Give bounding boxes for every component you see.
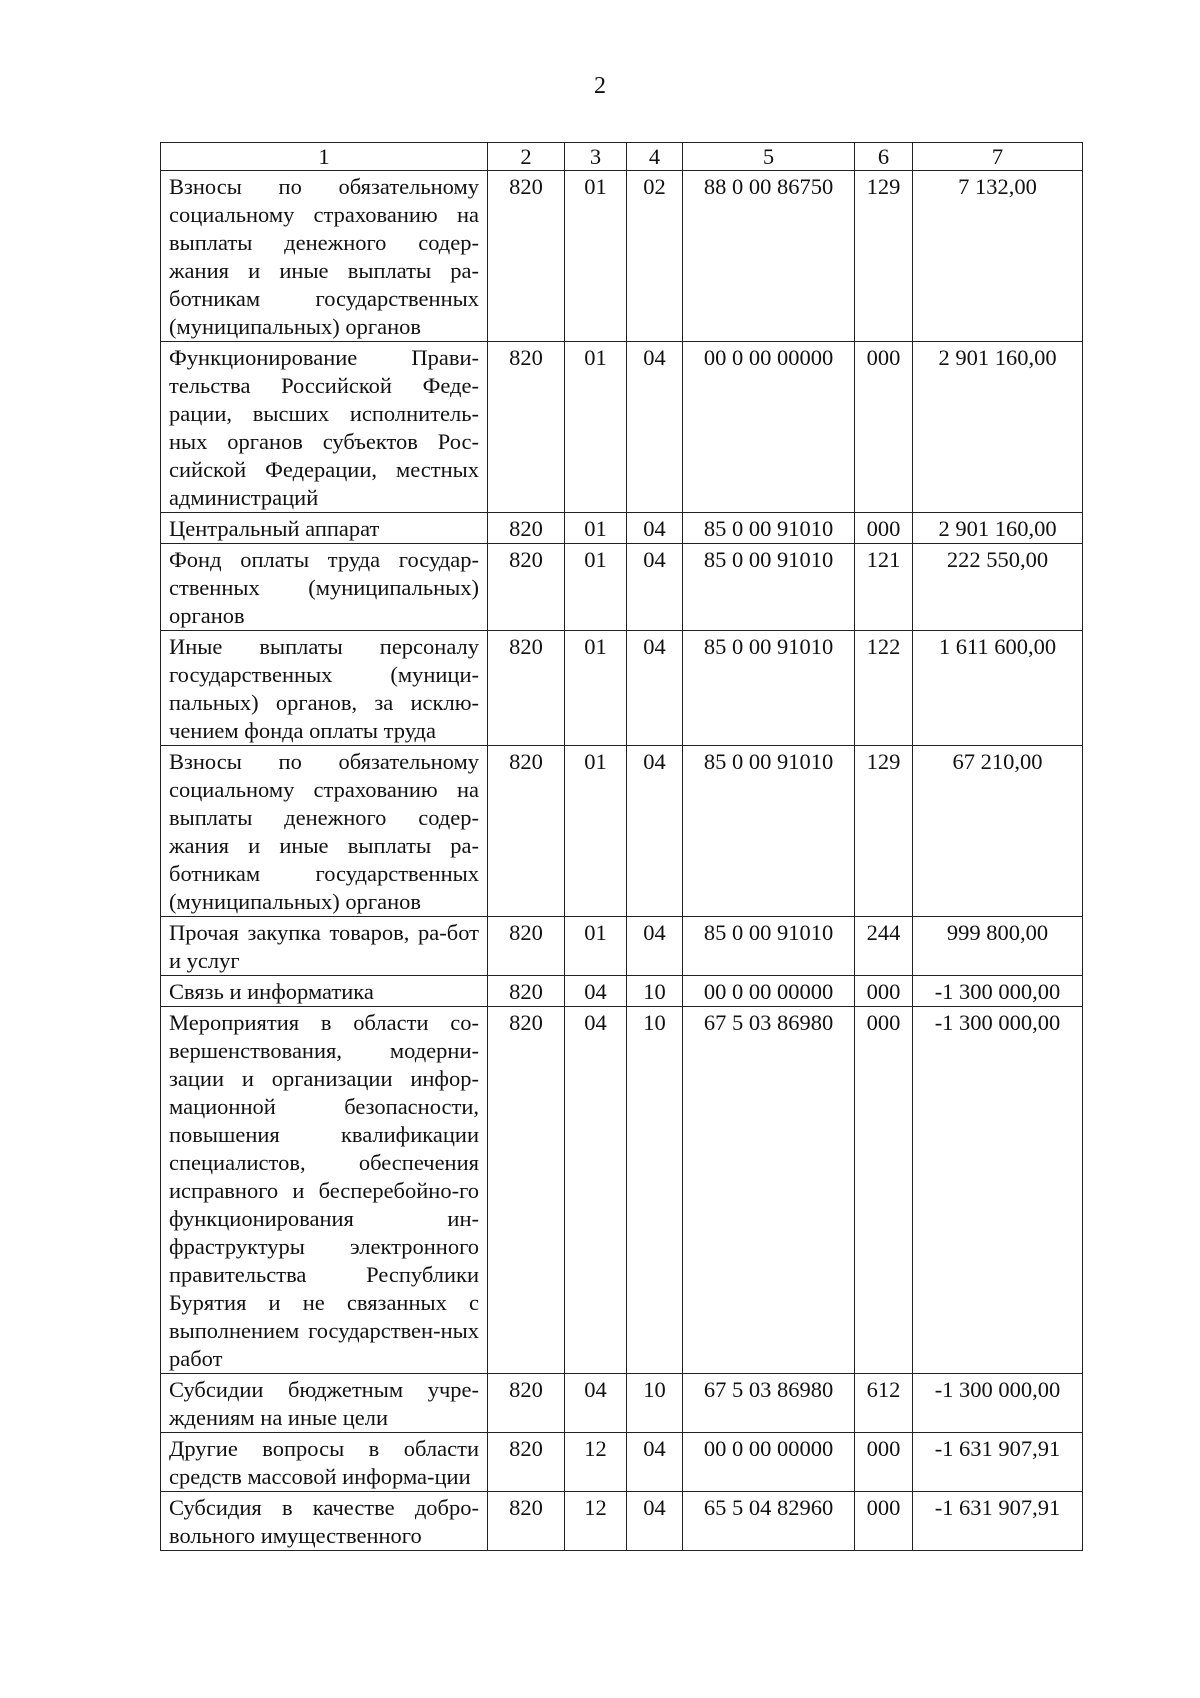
row-ved: 820 bbox=[488, 342, 565, 513]
table-row bbox=[161, 631, 1083, 746]
page-number: 2 bbox=[594, 73, 606, 99]
header-col-3: 3 bbox=[565, 143, 627, 171]
row-amount: 2 901 160,00 bbox=[913, 513, 1083, 544]
table-row bbox=[161, 746, 1083, 917]
row-ved: 820 bbox=[488, 746, 565, 917]
row-name: Субсидии бюджетным учре-ждениям на иные цели bbox=[161, 1374, 488, 1433]
row-ved: 820 bbox=[488, 1007, 565, 1374]
header-row bbox=[161, 143, 1083, 171]
row-csr: 85 0 00 91010 bbox=[683, 631, 855, 746]
row-pr: 04 bbox=[627, 342, 683, 513]
row-name: Функционирование Прави-тельства Российской Феде-рации, высших исполнитель-ных органов субъектов Рос-сийской Федерации, местных администраций bbox=[161, 342, 488, 513]
row-rz: 04 bbox=[565, 1374, 627, 1433]
table-row bbox=[161, 976, 1083, 1007]
row-csr: 00 0 00 00000 bbox=[683, 1433, 855, 1492]
table-row bbox=[161, 1433, 1083, 1492]
row-pr: 10 bbox=[627, 976, 683, 1007]
row-amount: 7 132,00 bbox=[913, 171, 1083, 342]
row-amount: -1 300 000,00 bbox=[913, 976, 1083, 1007]
table-body bbox=[161, 171, 1083, 1551]
header-col-2: 2 bbox=[488, 143, 565, 171]
budget-table bbox=[160, 142, 1083, 1551]
row-name: Прочая закупка товаров, ра-бот и услуг bbox=[161, 917, 488, 976]
row-vr: 000 bbox=[855, 976, 913, 1007]
row-pr: 04 bbox=[627, 1492, 683, 1551]
row-name: Взносы по обязательному социальному страхованию на выплаты денежного содер-жания и иные выплаты ра-ботникам государственных (муниципальных) органов bbox=[161, 746, 488, 917]
row-amount: -1 300 000,00 bbox=[913, 1374, 1083, 1433]
row-csr: 00 0 00 00000 bbox=[683, 976, 855, 1007]
table-row bbox=[161, 544, 1083, 631]
row-csr: 85 0 00 91010 bbox=[683, 917, 855, 976]
row-ved: 820 bbox=[488, 171, 565, 342]
row-pr: 04 bbox=[627, 631, 683, 746]
row-amount: 999 800,00 bbox=[913, 917, 1083, 976]
row-pr: 04 bbox=[627, 1433, 683, 1492]
row-rz: 01 bbox=[565, 171, 627, 342]
header-col-7: 7 bbox=[913, 143, 1083, 171]
row-name: Взносы по обязательному социальному страхованию на выплаты денежного содер-жания и иные выплаты ра-ботникам государственных (муниципальных) органов bbox=[161, 171, 488, 342]
row-vr: 122 bbox=[855, 631, 913, 746]
row-name: Центральный аппарат bbox=[161, 513, 488, 544]
row-pr: 04 bbox=[627, 513, 683, 544]
row-vr: 612 bbox=[855, 1374, 913, 1433]
row-pr: 04 bbox=[627, 544, 683, 631]
row-name: Субсидия в качестве добро-вольного имущественного bbox=[161, 1492, 488, 1551]
table-row bbox=[161, 1492, 1083, 1551]
row-vr: 000 bbox=[855, 1433, 913, 1492]
row-csr: 85 0 00 91010 bbox=[683, 746, 855, 917]
row-rz: 12 bbox=[565, 1492, 627, 1551]
row-name: Другие вопросы в области средств массовой информа-ции bbox=[161, 1433, 488, 1492]
row-rz: 01 bbox=[565, 631, 627, 746]
row-vr: 129 bbox=[855, 171, 913, 342]
row-rz: 01 bbox=[565, 342, 627, 513]
row-ved: 820 bbox=[488, 513, 565, 544]
row-ved: 820 bbox=[488, 1492, 565, 1551]
header-col-5: 5 bbox=[683, 143, 855, 171]
row-amount: 2 901 160,00 bbox=[913, 342, 1083, 513]
row-rz: 01 bbox=[565, 746, 627, 917]
table-row bbox=[161, 1374, 1083, 1433]
row-vr: 129 bbox=[855, 746, 913, 917]
row-amount: 222 550,00 bbox=[913, 544, 1083, 631]
row-rz: 04 bbox=[565, 1007, 627, 1374]
row-pr: 02 bbox=[627, 171, 683, 342]
header-col-4: 4 bbox=[627, 143, 683, 171]
row-vr: 121 bbox=[855, 544, 913, 631]
row-rz: 01 bbox=[565, 544, 627, 631]
row-csr: 67 5 03 86980 bbox=[683, 1374, 855, 1433]
row-amount: -1 631 907,91 bbox=[913, 1433, 1083, 1492]
row-csr: 67 5 03 86980 bbox=[683, 1007, 855, 1374]
row-name: Связь и информатика bbox=[161, 976, 488, 1007]
row-vr: 000 bbox=[855, 1492, 913, 1551]
row-csr: 85 0 00 91010 bbox=[683, 513, 855, 544]
row-rz: 01 bbox=[565, 513, 627, 544]
row-csr: 85 0 00 91010 bbox=[683, 544, 855, 631]
table-row bbox=[161, 917, 1083, 976]
table-row bbox=[161, 342, 1083, 513]
row-csr: 65 5 04 82960 bbox=[683, 1492, 855, 1551]
row-pr: 10 bbox=[627, 1374, 683, 1433]
row-ved: 820 bbox=[488, 917, 565, 976]
row-vr: 000 bbox=[855, 1007, 913, 1374]
table-row bbox=[161, 513, 1083, 544]
row-pr: 04 bbox=[627, 917, 683, 976]
row-csr: 00 0 00 00000 bbox=[683, 342, 855, 513]
header-col-6: 6 bbox=[855, 143, 913, 171]
row-vr: 000 bbox=[855, 513, 913, 544]
row-name: Иные выплаты персоналу государственных (муници-пальных) органов, за исклю-чением фонда оплаты труда bbox=[161, 631, 488, 746]
row-name: Фонд оплаты труда государ-ственных (муниципальных) органов bbox=[161, 544, 488, 631]
header-col-1: 1 bbox=[161, 143, 488, 171]
row-ved: 820 bbox=[488, 1433, 565, 1492]
row-name: Мероприятия в области со-вершенствования, модерни-зации и организации инфор-мационной безопасности, повышения квалификации специалистов, обеспечения исправного и бесперебойно-го функционирования ин-фраструктуры электронного правительства Республики Бурятия и не связанных с выполнением государствен-ных работ bbox=[161, 1007, 488, 1374]
row-ved: 820 bbox=[488, 1374, 565, 1433]
row-vr: 244 bbox=[855, 917, 913, 976]
row-amount: -1 300 000,00 bbox=[913, 1007, 1083, 1374]
row-vr: 000 bbox=[855, 342, 913, 513]
row-rz: 04 bbox=[565, 976, 627, 1007]
row-ved: 820 bbox=[488, 544, 565, 631]
table-row bbox=[161, 171, 1083, 342]
row-ved: 820 bbox=[488, 976, 565, 1007]
row-pr: 04 bbox=[627, 746, 683, 917]
table-header bbox=[161, 143, 1083, 171]
row-csr: 88 0 00 86750 bbox=[683, 171, 855, 342]
row-pr: 10 bbox=[627, 1007, 683, 1374]
table-row bbox=[161, 1007, 1083, 1374]
row-rz: 12 bbox=[565, 1433, 627, 1492]
row-rz: 01 bbox=[565, 917, 627, 976]
row-amount: 1 611 600,00 bbox=[913, 631, 1083, 746]
row-amount: -1 631 907,91 bbox=[913, 1492, 1083, 1551]
row-ved: 820 bbox=[488, 631, 565, 746]
row-amount: 67 210,00 bbox=[913, 746, 1083, 917]
